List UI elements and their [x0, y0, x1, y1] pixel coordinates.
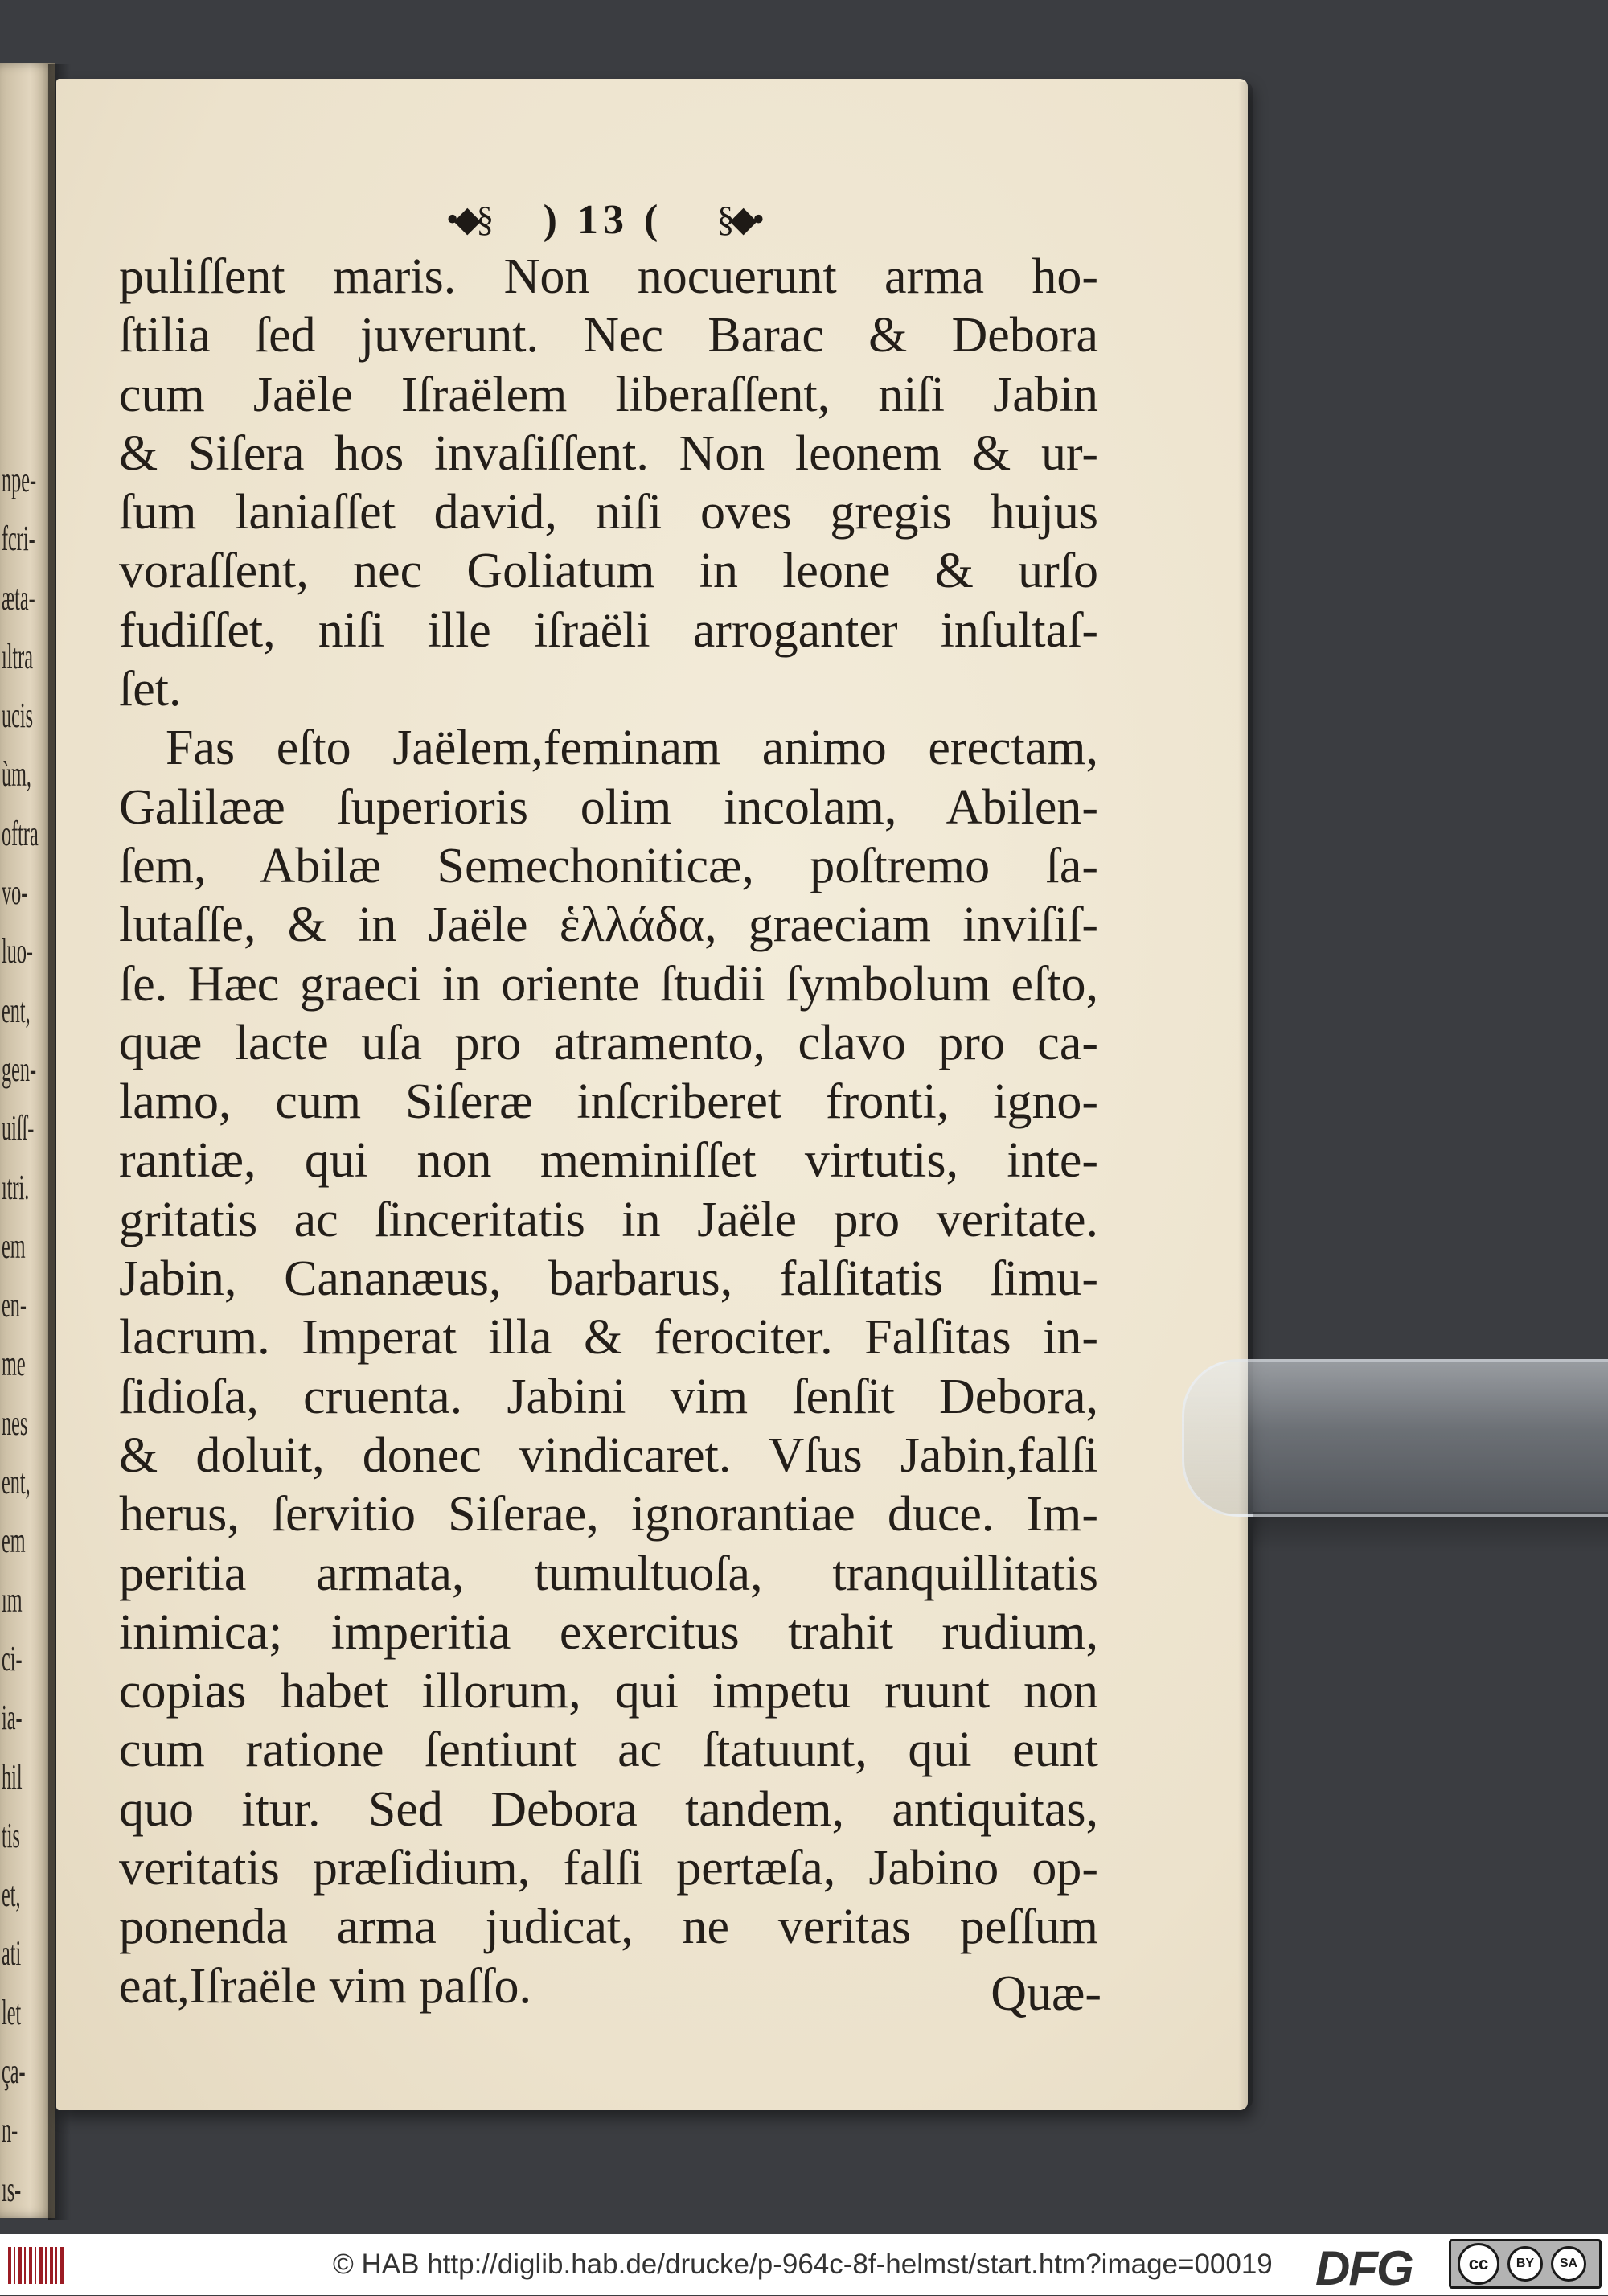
- footer-bar: [0, 2234, 1608, 2295]
- margin-fragment: oftra: [2, 813, 39, 853]
- margin-fragment: æta-: [2, 577, 35, 618]
- margin-fragment: ia-: [2, 1698, 23, 1738]
- margin-fragment: ùm,: [2, 754, 31, 795]
- clip-shadow: [1253, 1512, 1608, 1552]
- text-line-18: Jabin, Cananæus, barbarus, falſitatis ſimu-: [119, 1251, 1098, 1307]
- left-page-margin-fragments: [2, 450, 48, 2219]
- text-line-7: fudiſſet, niſi ille iſraëli arroganter inſultaſ-: [119, 602, 1098, 658]
- ornament-right: §◆•: [716, 199, 760, 239]
- text-line-2: ſtilia ſed juverunt. Nec Barac & Debora: [119, 308, 1098, 363]
- margin-fragment: let: [2, 1992, 22, 2032]
- margin-fragment: em: [2, 1226, 26, 1266]
- sa-icon: [1551, 2246, 1586, 2282]
- text-line-29: ponenda arma judicat, ne veritas peſſum: [119, 1900, 1098, 1955]
- text-line-21: & doluit, donec vindicaret. Vſus Jabin,falſi: [119, 1427, 1098, 1483]
- text-line-25: copias habet illorum, qui impetu ruunt non: [119, 1664, 1098, 1719]
- margin-fragment: ent,: [2, 1462, 31, 1502]
- text-line-1: puliſſent maris. Non nocuerunt arma ho-: [119, 249, 1098, 304]
- text-line-26: cum ratione ſentiunt ac ſtatuunt, qui eunt: [119, 1723, 1098, 1778]
- body-text: [119, 248, 1098, 2016]
- dfg-logo: DFG: [1315, 2241, 1413, 2295]
- text-line-3: cum Jaële Iſraëlem liberaſſent, niſi Jabin: [119, 367, 1098, 422]
- margin-fragment: em: [2, 1521, 26, 1561]
- text-line-23: peritia armata, tumultuoſa, tranquillitatis: [119, 1546, 1098, 1601]
- text-line-5: ſum laniaſſet david, niſi oves gregis hujus: [119, 485, 1098, 540]
- text-line-17: gritatis ac ſinceritatis in Jaële pro veritate.: [119, 1192, 1098, 1247]
- margin-fragment: fcri-: [2, 519, 35, 559]
- margin-fragment: ucis: [2, 696, 33, 736]
- text-line-10: Galilææ ſuperioris olim incolam, Abilen-: [119, 779, 1098, 835]
- margin-fragment: ım: [2, 1579, 23, 1620]
- text-line-16: rantiæ, qui non meminiſſet virtutis, inte-: [119, 1133, 1098, 1189]
- text-line-9: Fas eſto Jaëlem,feminam animo erectam,: [166, 721, 1098, 776]
- margin-fragment: gen-: [2, 1049, 37, 1089]
- text-line-24: inimica; imperitia exercitus trahit rudium,: [119, 1604, 1098, 1660]
- text-line-13: ſe. Hæc graeci in oriente ſtudii ſymbolum eſto,: [119, 956, 1098, 1012]
- text-line-22: herus, ſervitio Siſerae, ignorantiae duce. Im-: [119, 1487, 1098, 1542]
- margin-fragment: vo-: [2, 873, 28, 913]
- cc-by-sa-badge[interactable]: [1449, 2239, 1602, 2289]
- text-line-27: quo itur. Sed Debora tandem, antiquitas,: [119, 1781, 1098, 1837]
- page-edge-shadow: [1238, 82, 1253, 2109]
- text-line-15: lamo, cum Siſeræ inſcriberet fronti, igno-: [119, 1074, 1098, 1130]
- margin-fragment: ci-: [2, 1638, 23, 1678]
- margin-fragment: ıs-: [2, 2169, 22, 2209]
- text-line-30: eat,Iſraële vim paſſo.: [119, 1958, 531, 2014]
- running-header: [446, 191, 760, 248]
- margin-fragment: ati: [2, 1933, 22, 1974]
- text-line-11: ſem, Abilæ Semechoniticæ, poſtremo ſa-: [119, 838, 1098, 893]
- margin-fragment: nes: [2, 1403, 28, 1443]
- margin-fragment: tis: [2, 1815, 20, 1855]
- margin-fragment: ent,: [2, 990, 31, 1030]
- margin-fragment: ça-: [2, 2052, 26, 2092]
- ornament-left: •◆§: [446, 199, 490, 239]
- sa-label: SA: [1559, 2257, 1578, 2270]
- text-line-19: lacrum. Imperat illa & ferociter. Falſitas in-: [119, 1310, 1098, 1366]
- glass-page-clip: [1182, 1359, 1608, 1517]
- margin-fragment: luo-: [2, 931, 33, 971]
- margin-fragment: npe-: [2, 460, 37, 499]
- text-line-6: voraſſent, nec Goliatum in leone & urſo: [119, 544, 1098, 599]
- margin-fragment: n-: [2, 2110, 18, 2150]
- text-line-20: ſidioſa, cruenta. Jabini vim ſenſit Debora,: [119, 1369, 1098, 1424]
- text-line-4: & Siſera hos invaſiſſent. Non leonem & ur-: [119, 425, 1098, 481]
- cc-icon: cc: [1458, 2243, 1499, 2285]
- catchword: Quæ-: [991, 1966, 1101, 2021]
- credit-link[interactable]: © HAB http://diglib.hab.de/drucke/p-964c-8f-helmst/start.htm?image=00019: [333, 2249, 1273, 2280]
- by-icon: [1508, 2246, 1543, 2282]
- margin-fragment: ıltra: [2, 636, 33, 676]
- page-number: ) 13 (: [543, 196, 663, 243]
- text-line-14: quæ lacte uſa pro atramento, clavo pro ca-: [119, 1015, 1098, 1070]
- margin-fragment: ıtri.: [2, 1167, 30, 1207]
- text-line-8: ſet.: [119, 662, 182, 717]
- text-line-28: veritatis præſidium, falſi pertæſa, Jabino op-: [119, 1841, 1098, 1896]
- margin-fragment: hil: [2, 1756, 23, 1797]
- hab-barcode-icon: [8, 2247, 64, 2284]
- margin-fragment: me: [2, 1344, 26, 1384]
- margin-fragment: en-: [2, 1285, 27, 1325]
- margin-fragment: uiſſ-: [2, 1108, 35, 1148]
- text-line-12: lutaſſe, & in Jaële ἑλλάδα, graeciam inviſiſ-: [119, 897, 1098, 953]
- margin-fragment: et,: [2, 1875, 21, 1915]
- by-label: BY: [1516, 2257, 1535, 2270]
